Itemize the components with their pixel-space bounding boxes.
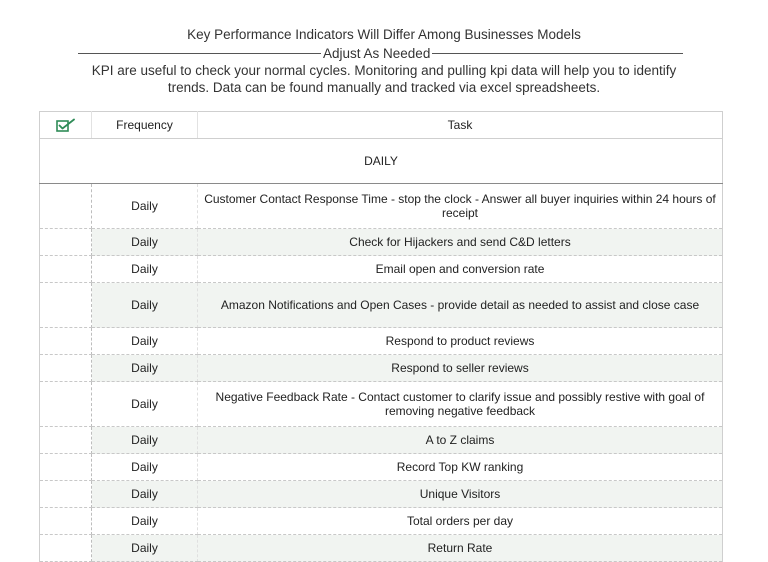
row-frequency: Daily: [92, 481, 198, 508]
row-checkbox[interactable]: [40, 229, 92, 256]
row-frequency: Daily: [92, 328, 198, 355]
row-task: Respond to product reviews: [198, 328, 723, 355]
intro-paragraph: KPI are useful to check your normal cycles. Monitoring and pulling kpi data will help you to identify trends. Data can be found manually and tracked via excel spreadsheets.: [91, 63, 677, 95]
row-checkbox[interactable]: [40, 481, 92, 508]
frequency-column-header: Frequency: [92, 112, 198, 139]
page-title: Key Performance Indicators Will Differ Among Businesses Models: [187, 27, 581, 42]
table-row: [40, 535, 723, 562]
row-task: Unique Visitors: [198, 481, 723, 508]
section-label: DAILY: [40, 139, 723, 184]
table-row: [40, 382, 723, 427]
row-task: Email open and conversion rate: [198, 256, 723, 283]
row-frequency: Daily: [92, 535, 198, 562]
row-frequency: Daily: [92, 355, 198, 382]
table-header-row: [40, 112, 723, 139]
table-row: [40, 283, 723, 328]
table-row: [40, 427, 723, 454]
row-checkbox[interactable]: [40, 355, 92, 382]
row-task: Negative Feedback Rate - Contact customer to clarify issue and possibly restive with goal of removing negative feedback: [198, 382, 723, 427]
table-row: [40, 355, 723, 382]
divider-line-left: [78, 53, 321, 54]
divider-line-right: [432, 53, 683, 54]
row-frequency: Daily: [92, 184, 198, 229]
row-task: Check for Hijackers and send C&D letters: [198, 229, 723, 256]
row-task: A to Z claims: [198, 427, 723, 454]
row-task: Amazon Notifications and Open Cases - provide detail as needed to assist and close case: [198, 283, 723, 328]
check-column-header: [40, 112, 92, 139]
row-checkbox[interactable]: [40, 535, 92, 562]
row-task: Total orders per day: [198, 508, 723, 535]
row-frequency: Daily: [92, 454, 198, 481]
row-checkbox[interactable]: [40, 382, 92, 427]
table-row: [40, 481, 723, 508]
table-row: [40, 454, 723, 481]
row-checkbox[interactable]: [40, 184, 92, 229]
row-checkbox[interactable]: [40, 328, 92, 355]
kpi-table: [39, 111, 723, 562]
row-checkbox[interactable]: [40, 508, 92, 535]
row-checkbox[interactable]: [40, 427, 92, 454]
row-frequency: Daily: [92, 427, 198, 454]
row-frequency: Daily: [92, 382, 198, 427]
table-row: [40, 229, 723, 256]
row-task: Customer Contact Response Time - stop the clock - Answer all buyer inquiries within 24 hours of receipt: [198, 184, 723, 229]
row-task: Record Top KW ranking: [198, 454, 723, 481]
row-frequency: Daily: [92, 229, 198, 256]
row-frequency: Daily: [92, 256, 198, 283]
row-checkbox[interactable]: [40, 283, 92, 328]
row-checkbox[interactable]: [40, 454, 92, 481]
checkbox-check-icon: [55, 117, 77, 133]
table-row: [40, 184, 723, 229]
row-frequency: Daily: [92, 508, 198, 535]
section-header-row: [40, 139, 723, 184]
page-subtitle: Adjust As Needed: [323, 45, 431, 61]
table-row: [40, 508, 723, 535]
subtitle-divider: [78, 45, 683, 61]
table-row: [40, 328, 723, 355]
row-checkbox[interactable]: [40, 256, 92, 283]
row-task: Respond to seller reviews: [198, 355, 723, 382]
table-row: [40, 256, 723, 283]
task-column-header: Task: [198, 112, 723, 139]
row-task: Return Rate: [198, 535, 723, 562]
row-frequency: Daily: [92, 283, 198, 328]
